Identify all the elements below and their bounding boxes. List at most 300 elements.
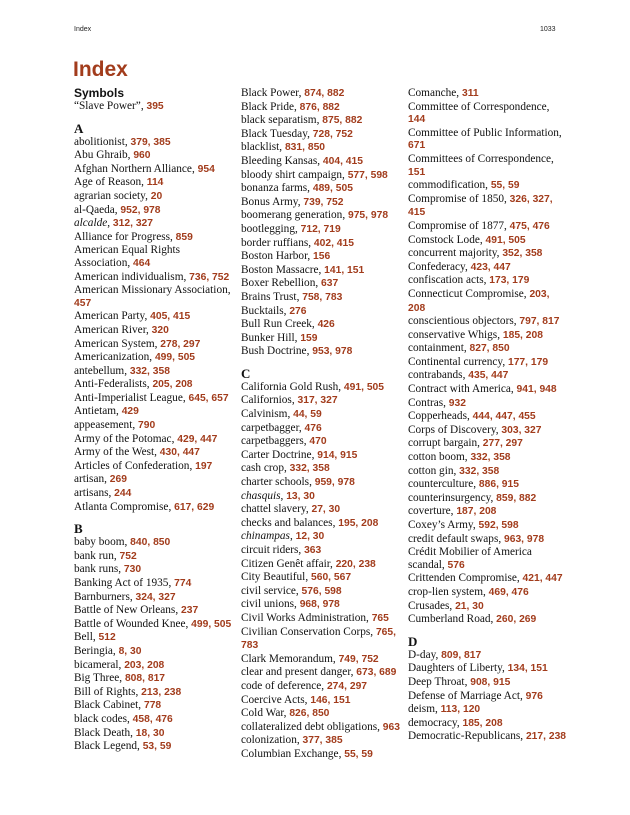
index-entry (74, 550, 234, 564)
index-term: Black Cabinet, (74, 699, 144, 712)
page-references[interactable]: 113, 120 (440, 704, 481, 716)
page-references[interactable]: 808, 817 (124, 673, 166, 685)
page-references[interactable]: 12, 30 (295, 531, 325, 543)
page-references[interactable]: 444, 447, 455 (472, 411, 536, 423)
page-references[interactable]: 185, 208 (462, 717, 503, 729)
page-references[interactable]: 645, 657 (188, 392, 229, 404)
index-term: chasquis (241, 489, 281, 502)
index-term: Comstock Lode, (408, 233, 486, 246)
page-references[interactable]: 141, 151 (324, 264, 365, 276)
index-entry (241, 530, 401, 544)
index-term: chattel slavery, (241, 503, 312, 516)
index-term: Continental currency, (408, 355, 508, 368)
index-entry (74, 338, 234, 352)
index-term: Democratic-Republicans, (408, 730, 526, 743)
page-references[interactable]: 457 (74, 297, 92, 309)
index-term: boomerang generation, (241, 209, 348, 222)
page-references[interactable]: 332, 358 (470, 452, 511, 464)
page-references[interactable]: 797, 817 (519, 316, 560, 328)
index-term: American Missionary Association, (74, 284, 231, 297)
page-references[interactable]: 499, 505 (154, 352, 196, 364)
index-entry (74, 536, 234, 550)
index-term: bank runs, (74, 563, 124, 576)
page-references[interactable]: 840, 850 (130, 537, 171, 549)
index-term: credit default swaps, (408, 532, 504, 545)
index-term: Afghan Northern Alliance, (74, 162, 198, 175)
page-references[interactable]: 203, 208 (124, 659, 165, 671)
index-term: Anti-Imperialist League, (74, 391, 189, 404)
page-references[interactable]: 173, 179 (489, 275, 530, 287)
index-entry (408, 613, 568, 627)
page-references[interactable]: 429 (121, 406, 139, 418)
page-references[interactable]: 134, 151 (507, 663, 548, 675)
index-entry (74, 713, 234, 727)
index-entry (241, 209, 401, 223)
index-term: Deep Throat, (408, 675, 471, 688)
index-term: Cold War, (241, 707, 290, 720)
index-entry (241, 544, 401, 558)
page-references[interactable]: 728, 752 (312, 128, 353, 140)
index-entry (408, 247, 568, 261)
index-entry (74, 392, 234, 406)
page-references[interactable]: 592, 598 (478, 520, 519, 531)
page-references[interactable]: 976 (525, 690, 543, 702)
index-entry (241, 598, 401, 612)
page-references[interactable]: 932 (448, 397, 466, 409)
page-references[interactable]: 831, 850 (284, 142, 326, 154)
page-references[interactable]: 114 (146, 177, 164, 189)
page-references[interactable]: 363 (304, 545, 322, 556)
index-entry (74, 365, 234, 379)
index-term: Contras, (408, 396, 449, 409)
page-references[interactable]: 244 (114, 488, 132, 500)
index-entry (408, 397, 568, 411)
page-references[interactable]: 671 (408, 140, 426, 152)
index-entry (74, 618, 234, 632)
index-entry (241, 503, 401, 517)
index-entry (241, 585, 401, 599)
page-references[interactable]: 430, 447 (159, 447, 200, 459)
page-references[interactable]: 395 (146, 101, 164, 112)
page-references[interactable]: 379, 385 (130, 136, 171, 148)
page-references[interactable]: 326, 327, 415 (408, 193, 553, 219)
page-references[interactable]: 312, 327 (112, 218, 154, 230)
index-term: Defense of Marriage Act, (408, 689, 526, 702)
page-references[interactable]: 712, 719 (300, 223, 341, 235)
page-references[interactable]: 960 (133, 150, 151, 162)
index-entry (74, 190, 234, 204)
index-entry (241, 694, 401, 708)
index-term: Antietam, (74, 405, 122, 418)
page-number: 1033 (540, 26, 556, 33)
index-term: civil service, (241, 584, 302, 597)
page-references[interactable]: 213, 238 (141, 686, 182, 698)
page-references[interactable]: 637 (321, 278, 339, 290)
index-term: conscientious objectors, (408, 315, 520, 328)
index-entry (74, 217, 234, 231)
page-references[interactable]: 617, 629 (174, 501, 215, 513)
index-term: carpetbaggers, (241, 435, 310, 448)
page-references[interactable]: 13, 30 (286, 490, 315, 502)
index-entry (408, 600, 568, 614)
page-references[interactable]: 146, 151 (310, 694, 351, 706)
page-references[interactable]: 576, 598 (301, 585, 342, 597)
page-references[interactable]: 352, 358 (502, 248, 543, 260)
page-references[interactable]: 260, 269 (496, 614, 537, 626)
section-heading: D (408, 633, 418, 649)
index-term: Cumberland Road, (408, 613, 497, 626)
page-references[interactable]: 765, 783 (241, 626, 396, 652)
index-term: democracy, (408, 716, 463, 729)
page-references[interactable]: 774 (174, 578, 192, 589)
page-references[interactable]: 499, 505 (191, 618, 232, 630)
page-references[interactable]: 311 (461, 88, 479, 99)
index-entry (408, 261, 568, 275)
index-term: Bush Doctrine, (241, 345, 313, 358)
page-references[interactable]: 464 (133, 257, 151, 269)
index-term: Calvinism, (241, 408, 294, 421)
index-entry (408, 179, 568, 193)
index-entry (408, 127, 568, 153)
index-entry (408, 87, 568, 101)
index-entry (241, 517, 401, 531)
index-term: Bull Run Creek, (241, 318, 318, 331)
index-entry (241, 626, 401, 653)
index-term: D-day, (408, 648, 442, 661)
index-entry (241, 721, 401, 735)
index-term: bank run, (74, 549, 120, 562)
page-references[interactable]: 469, 476 (488, 586, 529, 598)
page-references[interactable]: 876, 882 (299, 101, 340, 113)
index-entry (408, 220, 568, 234)
page-references[interactable]: 21, 30 (455, 600, 484, 612)
index-term: bloody shirt campaign, (241, 168, 348, 181)
index-entry (74, 163, 234, 177)
page-references[interactable]: 790 (138, 420, 156, 432)
index-entry (241, 128, 401, 142)
index-entry (74, 577, 234, 591)
index-entry (408, 315, 568, 329)
page-references[interactable]: 303, 327 (501, 424, 542, 436)
index-term: Black Tuesday, (241, 127, 313, 140)
page-references[interactable]: 195, 208 (338, 517, 379, 529)
page-references[interactable]: 577, 598 (347, 169, 388, 181)
page-references[interactable]: 739, 752 (303, 196, 344, 208)
index-term: Abu Ghraib, (74, 149, 134, 162)
page-references[interactable]: 320 (151, 324, 169, 336)
page-references[interactable]: 476 (304, 422, 322, 434)
page-references[interactable]: 968, 978 (299, 599, 340, 611)
index-entry (241, 291, 401, 305)
page-references[interactable]: 426 (317, 319, 335, 331)
index-entry (241, 141, 401, 155)
index-term: counterinsurgency, (408, 491, 497, 504)
index-entry (408, 586, 568, 600)
page-references[interactable]: 278, 297 (160, 338, 201, 350)
index-term: Comanche, (408, 87, 462, 99)
page-references[interactable]: 875, 882 (322, 115, 363, 127)
page-references[interactable]: 421, 447 (522, 573, 563, 585)
index-entry (74, 631, 234, 645)
index-entry (241, 462, 401, 476)
page-references[interactable]: 332, 358 (289, 463, 330, 475)
index-term: circuit riders, (241, 544, 305, 556)
page-references[interactable]: 277, 297 (482, 438, 523, 450)
index-entry (241, 558, 401, 572)
index-entry (74, 473, 234, 487)
index-term: abolitionist, (74, 135, 131, 148)
index-term: blacklist, (241, 141, 285, 154)
index-term: Crédit Mobilier of America scandal, (408, 546, 532, 571)
page-references[interactable]: 423, 447 (470, 261, 511, 273)
index-term: Brains Trust, (241, 290, 303, 303)
page-references[interactable]: 953, 978 (312, 346, 353, 358)
index-entry (74, 645, 234, 659)
index-entry (408, 690, 568, 704)
page-references[interactable]: 736, 752 (189, 271, 230, 283)
page-references[interactable]: 159 (300, 332, 318, 344)
index-entry (241, 666, 401, 680)
index-entry (408, 572, 568, 586)
index-entry (241, 169, 401, 183)
index-term: colonization, (241, 734, 303, 747)
page-references[interactable]: 886, 915 (478, 479, 519, 491)
index-term: Contract with America, (408, 383, 517, 396)
running-header-left: Index (74, 26, 92, 33)
page-references[interactable]: 187, 208 (456, 506, 497, 518)
page-title: Index (73, 58, 128, 81)
index-entry (408, 703, 568, 717)
index-entry (74, 446, 234, 460)
page-references[interactable]: 332, 358 (129, 365, 170, 377)
page-references[interactable]: 778 (143, 700, 162, 712)
index-entry (74, 405, 234, 419)
index-entry (408, 478, 568, 492)
index-entry (74, 204, 234, 218)
page-references[interactable]: 156 (313, 251, 331, 263)
index-entry (241, 277, 401, 291)
page-references[interactable]: 20 (150, 190, 163, 202)
page-references[interactable]: 914, 915 (317, 449, 358, 461)
page-references[interactable]: 975, 978 (347, 210, 389, 222)
page-references[interactable]: 55, 59 (344, 748, 373, 760)
page-references[interactable]: 827, 850 (469, 343, 510, 355)
index-entry (408, 383, 568, 397)
index-entry (408, 288, 568, 315)
page-references[interactable]: 317, 327 (297, 395, 338, 407)
page-references[interactable]: 8, 30 (118, 645, 142, 657)
page-references[interactable]: 44, 59 (293, 409, 322, 421)
index-term: Coercive Acts, (241, 693, 311, 706)
page-references[interactable]: 491, 505 (485, 234, 526, 246)
page-references[interactable]: 27, 30 (311, 504, 341, 516)
index-entry (74, 244, 234, 270)
index-term: alcalde (74, 217, 108, 230)
page-references[interactable]: 959, 978 (314, 477, 355, 489)
index-term: Alliance for Progress, (74, 230, 176, 243)
index-entry (408, 505, 568, 519)
index-term: Californios, (241, 394, 298, 407)
page-references[interactable]: 197 (195, 460, 213, 472)
index-entry (74, 271, 234, 285)
index-entry (241, 422, 401, 436)
page-references[interactable]: 954 (197, 163, 215, 175)
page-references[interactable]: 269 (109, 474, 127, 486)
index-separator: , (280, 489, 287, 502)
index-entry (408, 234, 568, 248)
page-references[interactable]: 470 (309, 436, 327, 448)
index-entry (241, 680, 401, 694)
page-references[interactable]: 874, 882 (304, 88, 345, 99)
index-entry (74, 604, 234, 618)
index-column-3 (408, 87, 568, 744)
index-entry (241, 237, 401, 251)
page-references[interactable]: 489, 505 (312, 183, 353, 195)
index-entry (74, 740, 234, 754)
index-term: Boston Harbor, (241, 250, 314, 263)
page-references[interactable]: 237 (180, 605, 199, 617)
page-references[interactable]: 151 (408, 166, 426, 178)
index-entry (241, 381, 401, 395)
page-references[interactable]: 144 (408, 114, 426, 126)
page-references[interactable]: 332, 358 (459, 465, 500, 477)
index-entry (74, 149, 234, 163)
index-term: Clark Memorandum, (241, 652, 339, 665)
index-term: Carter Doctrine, (241, 448, 318, 461)
page-references[interactable]: 217, 238 (525, 731, 567, 743)
index-entry (408, 519, 568, 533)
index-entry (74, 672, 234, 686)
index-entry (241, 748, 401, 762)
page-references[interactable]: 475, 476 (509, 220, 550, 232)
index-term: border ruffians, (241, 236, 314, 249)
page-references[interactable]: 402, 415 (313, 237, 354, 249)
index-term: Committee of Public Information, (408, 126, 562, 139)
index-term: Americanization, (74, 351, 155, 364)
index-term: bonanza farms, (241, 182, 313, 195)
index-term: black codes, (74, 712, 133, 725)
index-term: coverture, (408, 505, 457, 518)
index-entry (408, 424, 568, 438)
index-term: cotton gin, (408, 464, 460, 477)
page-references[interactable]: 749, 752 (338, 653, 379, 665)
page-references[interactable]: 377, 385 (302, 735, 343, 747)
index-term: Confederacy, (408, 260, 471, 273)
page-references[interactable]: 963 (382, 721, 400, 733)
index-term: bicameral, (74, 658, 125, 671)
index-term: concurrent majority, (408, 247, 503, 260)
page-references[interactable]: 673, 689 (356, 667, 397, 679)
index-entry (74, 231, 234, 245)
page-references[interactable]: 758, 783 (302, 291, 343, 303)
page-references[interactable]: 435, 447 (468, 370, 509, 382)
index-entry (241, 155, 401, 169)
index-term: Boxer Rebellion, (241, 277, 322, 290)
page-references[interactable]: 826, 850 (289, 708, 330, 720)
page-references[interactable]: 730 (123, 564, 142, 576)
page-references[interactable]: 859, 882 (496, 492, 537, 504)
index-entry (241, 318, 401, 332)
index-entry (241, 114, 401, 128)
index-entry (241, 449, 401, 463)
index-term: civil unions, (241, 598, 300, 611)
page-references[interactable]: 952, 978 (120, 204, 161, 216)
page-references[interactable]: 429, 447 (177, 433, 218, 445)
index-term: City Beautiful, (241, 571, 311, 584)
index-term: code of deference, (241, 679, 327, 692)
page-references[interactable]: 752 (119, 550, 137, 562)
index-term: American Equal Rights Association, (74, 244, 181, 269)
index-term: Connecticut Compromise, (408, 287, 530, 300)
index-term: Copperheads, (408, 410, 473, 423)
index-term: Black Power, (241, 87, 305, 99)
page-references[interactable]: 458, 476 (132, 713, 173, 725)
index-term: cash crop, (241, 462, 290, 475)
index-entry (241, 394, 401, 408)
index-separator: , (107, 217, 113, 230)
index-term: Citizen Genêt affair, (241, 557, 336, 570)
index-term: al-Qaeda, (74, 203, 121, 216)
index-term: Columbian Exchange, (241, 747, 345, 760)
index-column-2 (241, 87, 401, 762)
page-references[interactable]: 405, 415 (150, 311, 191, 323)
page-references[interactable]: 941, 948 (516, 384, 557, 396)
index-term: Coxey’s Army, (408, 519, 479, 531)
page-references[interactable]: 560, 567 (310, 572, 352, 584)
page-references[interactable]: 276 (289, 305, 307, 317)
page-references[interactable]: 809, 817 (441, 649, 482, 661)
index-term: Bell, (74, 631, 99, 644)
page-references[interactable]: 324, 327 (135, 591, 176, 603)
index-entry (408, 356, 568, 370)
index-column-1 (74, 87, 234, 754)
page-references[interactable]: 765 (371, 612, 389, 624)
index-term: Crittenden Compromise, (408, 572, 523, 585)
index-entry (241, 345, 401, 359)
index-term: California Gold Rush, (241, 380, 344, 393)
page-references[interactable]: 205, 208 (152, 379, 193, 391)
page-references[interactable]: 177, 179 (507, 356, 549, 368)
index-entry (74, 324, 234, 338)
index-term: Daughters of Liberty, (408, 662, 508, 675)
page-references[interactable]: 53, 59 (142, 741, 172, 753)
page-references[interactable]: 576 (447, 559, 465, 571)
page-references[interactable]: 512 (98, 632, 116, 644)
index-term: commodification, (408, 179, 491, 192)
page-references[interactable]: 55, 59 (490, 180, 520, 192)
index-term: Atlanta Compromise, (74, 500, 175, 513)
index-entry (74, 460, 234, 474)
page-references[interactable]: 203, 208 (408, 288, 550, 314)
index-term: artisan, (74, 473, 110, 486)
index-term: baby boom, (74, 536, 131, 549)
index-entry (241, 223, 401, 237)
page-references[interactable]: 908, 915 (470, 676, 511, 688)
index-entry (74, 433, 234, 447)
index-term: contrabands, (408, 369, 469, 382)
page-references[interactable]: 491, 505 (343, 381, 385, 393)
index-term: clear and present danger, (241, 666, 357, 679)
page-references[interactable]: 18, 30 (135, 727, 165, 739)
index-entry (241, 435, 401, 449)
page-references[interactable]: 404, 415 (322, 155, 363, 167)
page-references[interactable]: 963, 978 (504, 533, 545, 545)
page-references[interactable]: 859 (175, 231, 193, 243)
page-references[interactable]: 185, 208 (502, 329, 543, 341)
page-references[interactable]: 220, 238 (335, 558, 376, 570)
index-term: American System, (74, 337, 161, 350)
page-references[interactable]: 274, 297 (326, 680, 368, 692)
